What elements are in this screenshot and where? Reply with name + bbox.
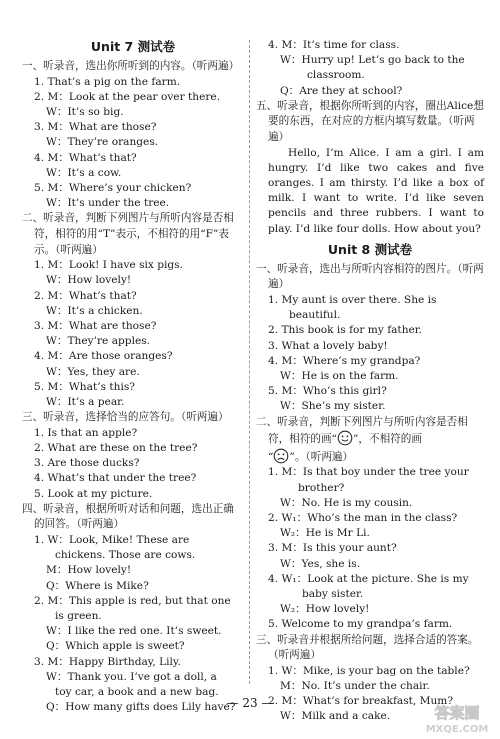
list-item: W：It’s so big. [46, 106, 124, 118]
list-item: 4. M：Where’s my grandpa? [268, 354, 421, 367]
unit7-section3-heading: 三、听录音，选择恰当的应答句。（听两遍） [22, 411, 229, 424]
list-item: W：Hurry up! Let’s go back to the [280, 54, 465, 67]
list-item: baby sister. [302, 588, 364, 601]
list-item: W：I like the red one. It’s sweet. [46, 625, 222, 638]
list-item: W：It’s a chicken. [46, 304, 143, 317]
column-divider [249, 40, 250, 684]
list-item: 5. M：What’s this? [34, 380, 135, 393]
list-item: W：Thank you. I’ve got a doll, a [46, 670, 217, 683]
list-item: 4. What’s that under the tree? [34, 472, 197, 485]
list-item: 1. M：Look! I have six pigs. [34, 259, 183, 272]
list-item: M：No. It’s under the chair. [280, 680, 430, 693]
list-item: brother? [298, 481, 345, 494]
list-item: 5. M：Who’s this girl? [268, 385, 387, 398]
list-item: toy car, a book and a new bag. [55, 686, 219, 699]
list-item: is green. [55, 610, 102, 623]
list-item: beautiful. [289, 309, 341, 322]
list-item: 2. W₁：Who’s the man in the class? [268, 512, 458, 525]
list-item: 2. M：What’s for breakfast, Mum? [268, 695, 454, 708]
list-item: 3. M：Is this your aunt? [268, 542, 397, 555]
list-item: 1. My aunt is over there. She is [268, 294, 437, 306]
svg-text:答案圈: 答案圈 [434, 704, 480, 722]
list-item: 1. W：Mike, is your bag on the table? [268, 664, 470, 677]
list-item: 2. M：What’s that? [34, 289, 137, 302]
list-item: W：They’re apples. [46, 335, 151, 348]
sad-face-icon [273, 448, 289, 464]
list-item: 4. M：Are those oranges? [34, 350, 173, 363]
unit7-section4-heading: 四、听录音，根据所听对话和问题，选出正确的回答。（听两遍） [22, 502, 234, 531]
list-item: W：Yes, she is. [280, 557, 361, 570]
list-item: W：He is on the farm. [280, 370, 399, 383]
list-item: Q：How many gifts does Lily have? [46, 701, 236, 714]
list-item: W：It’s under the tree. [46, 197, 170, 210]
list-item: 5. M：Where’s your chicken? [34, 182, 192, 195]
list-item: W：It’s a cow. [46, 166, 122, 179]
right-column [256, 38, 484, 725]
list-item: W₂：How lovely! [280, 603, 370, 616]
list-item: 3. M：What are those? [34, 121, 157, 134]
list-item: 4. W₁：Look at the picture. She is my [268, 572, 469, 585]
list-item: 4. M：It’s time for class. [268, 39, 400, 51]
unit7-section2-heading: 二、听录音，判断下列图片与所听内容是否相符，相符的用“T”表示，不相符的用“F”表示。（听两遍） [22, 212, 234, 256]
list-item: 1. Is that an apple? [34, 426, 138, 439]
unit8-title: Unit 8 测试卷 [327, 241, 413, 257]
list-item: W：They’re oranges. [46, 136, 159, 149]
list-item: 2. M：This apple is red, but that one [34, 594, 231, 607]
list-item: 5. Welcome to my grandpa’s farm. [268, 618, 453, 631]
list-item: 1. W：Look, Mike! These are [34, 534, 190, 547]
list-item: 3. Are those ducks? [34, 457, 140, 470]
list-item: W：It’s a pear. [46, 396, 125, 409]
page-number: — 23 — [226, 696, 274, 710]
list-item: W：No. He is my cousin. [280, 496, 413, 509]
smiley-face-icon [337, 430, 353, 446]
list-item: W：Yes, they are. [46, 365, 140, 378]
unit7-section5-heading: 五、听录音，根据你所听到的内容，圈出Alice想要的东西，在对应的方框内填写数量。（听两遍） [256, 99, 484, 143]
unit7-section1-heading: 一、听录音，选出你所听到的内容。（听两遍） [22, 60, 240, 72]
list-item: 1. M：Is that boy under the tree your [268, 466, 469, 479]
list-item: chickens. Those are cows. [55, 549, 196, 562]
list-item: 1. That’s a pig on the farm. [34, 75, 181, 88]
unit7-title: Unit 7 测试卷 [90, 39, 176, 54]
list-item: Q：Which apple is sweet? [46, 640, 185, 653]
list-item: 2. What are these on the tree? [34, 442, 198, 455]
list-item: Q：Are they at school? [280, 84, 403, 97]
svg-text:MXQE.COM: MXQE.COM [425, 724, 489, 735]
list-item: Q：Where is Mike? [46, 579, 149, 592]
list-item: 2. This book is for my father. [268, 324, 423, 337]
list-item: 3. M：What are those? [34, 320, 157, 333]
list-item: classroom. [307, 69, 365, 82]
list-item: W₂：He is Mr Li. [280, 527, 370, 540]
unit8-section2-heading: 二、听录音，判断下列图片与所听内容是否相符，相符的画“ ”，不相符的画 “ ”。（听两遍） [256, 415, 468, 463]
list-item: 3. What a lovely baby! [268, 339, 388, 352]
watermark-logo [420, 700, 494, 736]
left-column [22, 36, 244, 715]
list-item: 5. Look at my picture. [34, 487, 153, 500]
list-item: W：How lovely! [46, 274, 132, 287]
list-item: 2. M：Look at the pear over there. [34, 90, 221, 103]
list-item: M：How lovely! [46, 564, 132, 577]
list-item: W：She’s my sister. [280, 400, 386, 413]
unit8-section1-heading: 一、听录音，选出与所听内容相符的图片。（听两遍） [256, 262, 484, 291]
list-item: 4. M：What’s that? [34, 151, 137, 164]
unit8-section3-heading: 三、听录音并根据所给问题，选择合适的答案。（听两遍） [256, 633, 479, 662]
list-item: W：Milk and a cake. [280, 710, 391, 723]
unit7-passage: Hello, I’m Alice. I am a girl. I am hungry. I’d like two cakes and five oranges. I am thirsty. I’d like a box of milk. I want to write. I’d like seven pencils and three rubbers. I want to play. I’d like four dolls. How about you? [268, 146, 484, 235]
list-item: 3. M：Happy Birthday, Lily. [34, 655, 181, 668]
